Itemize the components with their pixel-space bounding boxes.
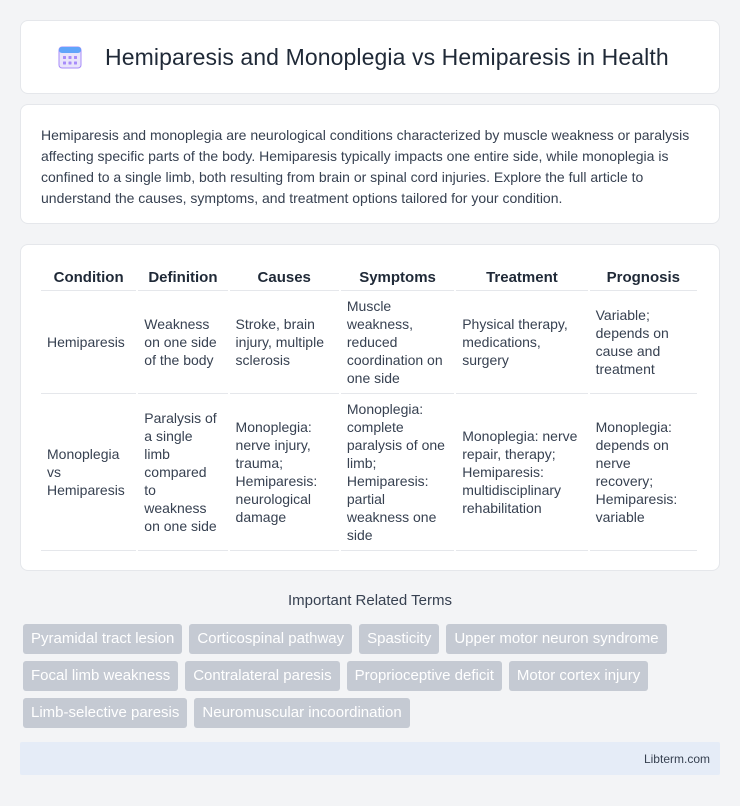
related-term-tag[interactable]: Proprioceptive deficit <box>347 661 502 691</box>
related-terms-list <box>23 624 723 728</box>
table-cell: Paralysis of a single limb compared to weakness on one side <box>138 394 227 551</box>
table-cell: Monoplegia: depends on nerve recovery; Hemiparesis: variable <box>590 394 697 551</box>
table-cell: Muscle weakness, reduced coordination on one side <box>341 291 454 394</box>
related-term-tag[interactable]: Focal limb weakness <box>23 661 178 691</box>
table-cell: Monoplegia vs Hemiparesis <box>41 394 136 551</box>
calendar-icon <box>57 44 83 70</box>
related-term-tag[interactable]: Contralateral paresis <box>185 661 339 691</box>
intro-card <box>20 104 720 224</box>
header-symptoms: Symptoms <box>341 263 454 291</box>
footer <box>20 742 720 775</box>
table-cell: Hemiparesis <box>41 291 136 394</box>
related-term-tag[interactable]: Motor cortex injury <box>509 661 648 691</box>
intro-text: Hemiparesis and monoplegia are neurological conditions characterized by muscle weakness or paralysis affecting specific parts of the body. Hemiparesis typically impacts one entire side, while monoplegia is confined to a single limb, both resulting from brain or spinal cord injuries. Explore the full article to understand the causes, symptoms, and treatment options tailored for your condition. <box>41 127 690 206</box>
header-card <box>20 20 720 94</box>
table-cell: Variable; depends on cause and treatment <box>590 291 697 394</box>
header-condition: Condition <box>41 263 136 291</box>
header-prognosis: Prognosis <box>590 263 697 291</box>
related-term-tag[interactable]: Neuromuscular incoordination <box>194 698 409 728</box>
related-term-tag[interactable]: Limb-selective paresis <box>23 698 187 728</box>
related-terms-title: Important Related Terms <box>288 592 452 609</box>
table-row <box>41 394 697 551</box>
header-treatment: Treatment <box>456 263 587 291</box>
table-cell: Stroke, brain injury, multiple sclerosis <box>230 291 339 394</box>
table-cell: Monoplegia: nerve injury, trauma; Hemiparesis: neurological damage <box>230 394 339 551</box>
footer-site-link[interactable]: Libterm.com <box>643 751 710 766</box>
related-term-tag[interactable]: Upper motor neuron syndrome <box>446 624 666 654</box>
table-cell: Monoplegia: complete paralysis of one limb; Hemiparesis: partial weakness one side <box>341 394 454 551</box>
table-cell: Monoplegia: nerve repair, therapy; Hemiparesis: multidisciplinary rehabilitation <box>456 394 587 551</box>
header-causes: Causes <box>230 263 339 291</box>
table-row <box>41 291 697 394</box>
header-definition: Definition <box>138 263 227 291</box>
related-term-tag[interactable]: Pyramidal tract lesion <box>23 624 182 654</box>
related-term-tag[interactable]: Corticospinal pathway <box>189 624 352 654</box>
related-term-tag[interactable]: Spasticity <box>359 624 439 654</box>
comparison-table <box>39 263 699 551</box>
page-title: Hemiparesis and Monoplegia vs Hemiparesis in Health <box>105 43 669 70</box>
table-cell: Physical therapy, medications, surgery <box>456 291 587 394</box>
table-header-row <box>41 263 697 291</box>
table-cell: Weakness on one side of the body <box>138 291 227 394</box>
comparison-table-card <box>20 244 720 571</box>
